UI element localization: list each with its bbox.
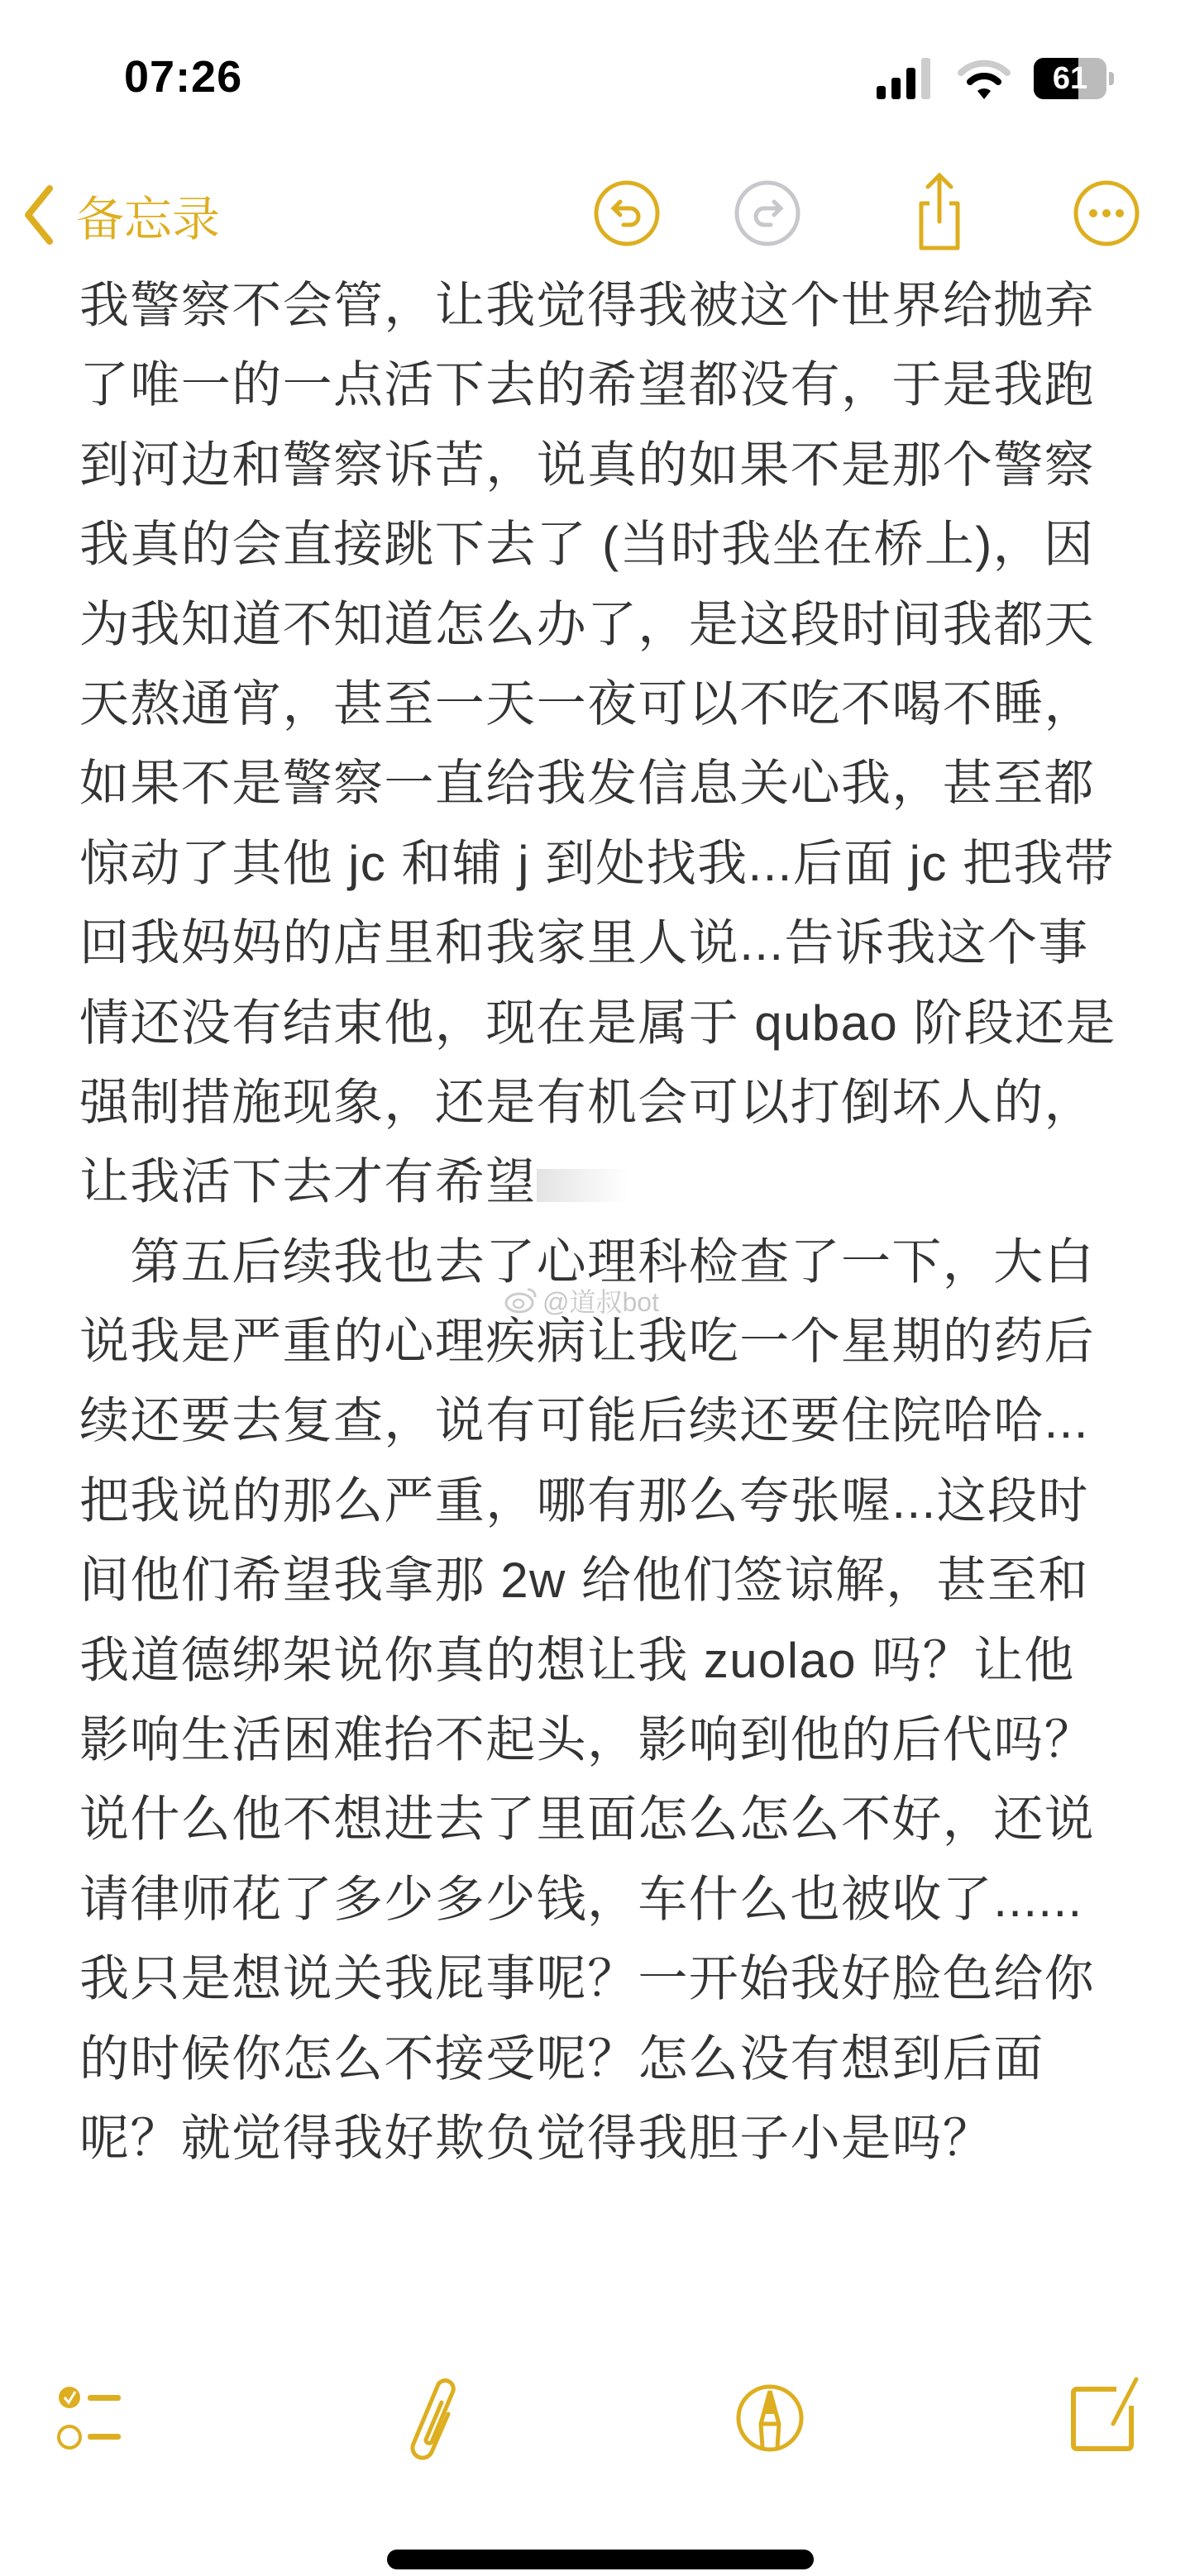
note-line: 我警察不会管，让我觉得我被这个世界给抛弃 [79,278,1095,333]
bottom-toolbar [0,2373,1190,2464]
undo-icon[interactable] [592,179,662,248]
watermark [504,1281,659,1319]
note-line: 惊动了其他 jc 和辅 j 到处找我...后面 jc 把我带 [79,835,1116,891]
note-line: 间他们希望我拿那 2w 给他们签谅解，甚至和 [79,1553,1089,1609]
note-line: 第五后续我也去了心理科检查了一下，大白 [79,1233,1095,1290]
note-line: 如果不是警察一直给我发信息关心我，甚至都 [79,756,1095,812]
battery-percentage: 61 [1052,61,1088,96]
note-line: 为我知道不知道怎么办了，是这段时间我都天 [79,596,1095,652]
note-line: 续还要去复查，说有可能后续还要住院哈哈... [79,1393,1089,1449]
status-time: 07:26 [124,52,243,102]
attachment-paperclip-icon[interactable] [390,2373,481,2464]
note-line: 了唯一的一点活下去的希望都没有，于是我跑 [79,357,1095,413]
note-line: 我道德绑架说你真的想让我 zuolao 吗？让他 [79,1632,1075,1688]
note-body[interactable] [79,266,1130,2178]
navigation-bar [0,165,1190,258]
watermark-text: @道叔bot [542,1287,659,1317]
compose-new-note-icon[interactable] [1059,2373,1149,2464]
note-line: 强制措施现象，还是有机会可以打倒坏人的， [79,1074,1095,1130]
back-label: 备忘录 [76,193,221,246]
chevron-left-icon [22,184,55,246]
note-line: 我真的会直接跳下去了 (当时我坐在桥上)，因 [79,517,1095,573]
note-line: 到河边和警察诉苦，说真的如果不是那个警察 [79,436,1095,493]
note-line: 说我是严重的心理疾病让我吃一个星期的药后 [79,1314,1095,1370]
note-line: 回我妈妈的店里和我家里人说...告诉我这个事 [79,915,1089,971]
note-line: 让我活下去才有希望 [79,1143,1130,1222]
note-line: 的时候你怎么不接受呢？怎么没有想到后面 [79,2030,1044,2087]
home-indicator[interactable] [387,2550,814,2569]
note-line: 呢？就觉得我好欺负觉得我胆子小是吗？ [79,2110,994,2166]
status-bar [0,0,1190,149]
more-options-icon[interactable] [1072,179,1141,248]
share-icon[interactable] [905,170,974,253]
note-line: 影响生活困难抬不起头，影响到他的后代吗？ [79,1712,1095,1768]
battery-icon [1034,58,1116,99]
weibo-logo-icon [504,1286,538,1314]
checklist-icon[interactable] [51,2373,142,2464]
note-line: 请律师花了多少多少钱，车什么也被收了...... [79,1871,1083,1927]
cellular-signal-icon [877,58,934,99]
redo-icon[interactable] [733,179,802,248]
note-line: 情还没有结束他，现在是属于 qubao 阶段还是 [79,995,1116,1051]
note-line: 把我说的那么严重，哪有那么夸张喔...这段时 [79,1472,1089,1529]
note-line: 我只是想说关我屁事呢？一开始我好脸色给你 [79,1951,1095,2007]
note-line: 说什么他不想进去了里面怎么怎么不好，还说 [79,1791,1095,1848]
back-button[interactable] [22,180,220,250]
markup-pen-icon[interactable] [724,2373,815,2464]
wifi-icon [958,56,1011,101]
note-line: 天熬通宵，甚至一天一夜可以不吃不喝不睡， [79,675,1095,732]
text-fade [537,1169,628,1202]
